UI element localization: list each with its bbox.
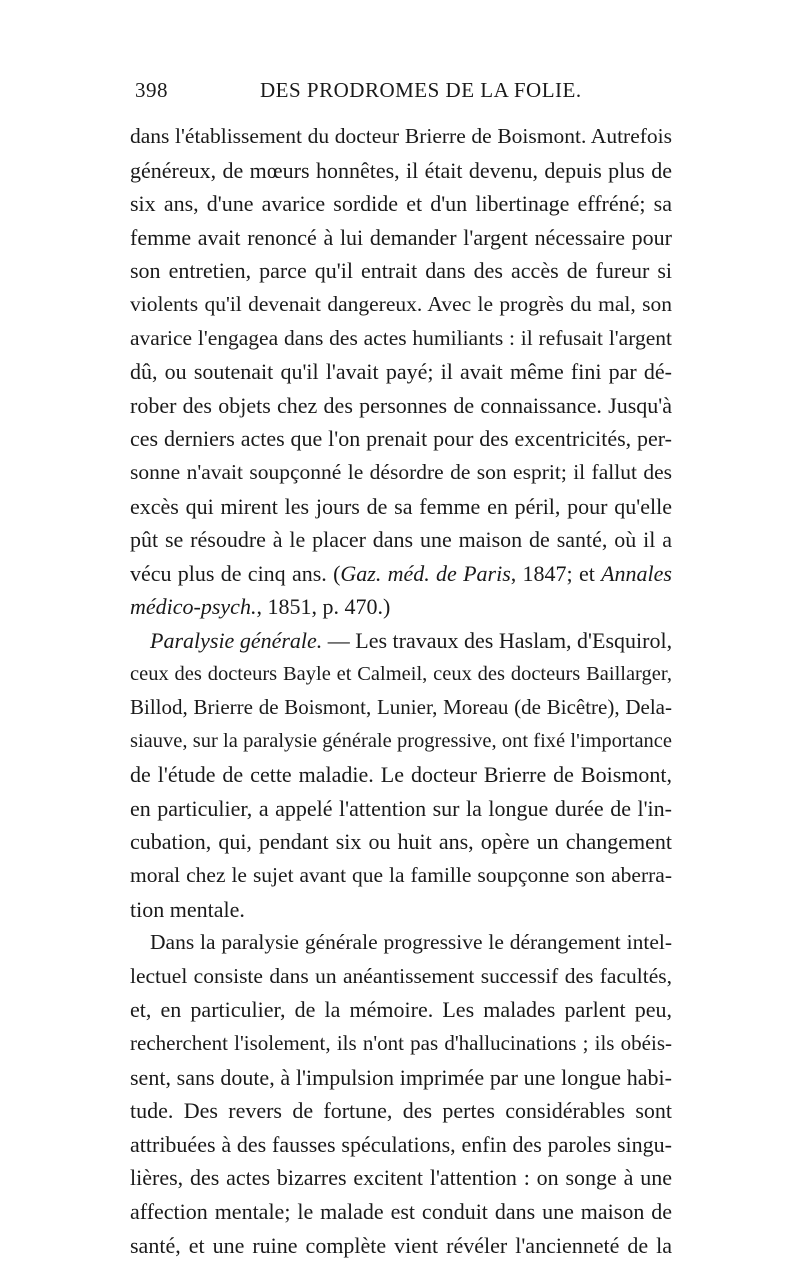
- journal-title: médico-psych.: [130, 594, 257, 620]
- text-line: excès qui mirent les jours de sa femme en péril, pour qu'elle: [130, 493, 672, 519]
- citation-text: , 1851, p. 470.): [256, 594, 391, 620]
- text-line: généreux, de mœurs honnêtes, il était devenu, depuis plus de: [130, 157, 672, 183]
- text-line: rober des objets chez des personnes de connaissance. Jusqu'à: [130, 392, 672, 418]
- section-first-line: [130, 624, 672, 658]
- text-line: siauve, sur la paralysie générale progressive, ont fixé l'importance: [130, 729, 672, 752]
- text-line: lières, des actes bizarres excitent l'attention : on songe à une: [130, 1165, 672, 1191]
- citation-text: , 1847; et: [510, 560, 602, 586]
- running-title: DES PRODROMES DE LA FOLIE.: [260, 78, 582, 102]
- text-line: cubation, qui, pendant six ou huit ans, opère un changement: [130, 829, 672, 855]
- text-line: en particulier, a appelé l'attention sur la longue durée de l'in-: [130, 795, 672, 821]
- text-line: avarice l'engagea dans des actes humiliants : il refusait l'argent: [130, 325, 672, 350]
- text-line: dû, ou soutenait qu'il l'avait payé; il avait même fini par dé-: [130, 359, 672, 385]
- text-line: de l'étude de cette maladie. Le docteur Brierre de Boismont,: [130, 762, 672, 788]
- text-line: sent, sans doute, à l'impulsion imprimée par une longue habi-: [130, 1064, 672, 1090]
- text-line: santé, et une ruine complète vient révéler l'ancienneté de la: [130, 1232, 672, 1258]
- text-line: et, en particulier, de la mémoire. Les malades parlent peu,: [130, 997, 672, 1023]
- text-line: attribuées à des fausses spéculations, enfin des paroles singu-: [130, 1131, 672, 1157]
- text-line: dans l'établissement du docteur Brierre de Boismont. Autrefois: [130, 124, 672, 148]
- text-line: Dans la paralysie générale progressive le dérangement intel-: [150, 930, 672, 955]
- text-line: tude. Des revers de fortune, des pertes considérables sont: [130, 1098, 672, 1124]
- text-line: moral chez le sujet avant que la famille soupçonne son aberra-: [130, 863, 672, 888]
- text-line: six ans, d'une avarice sordide et d'un libertinage effréné; sa: [130, 191, 672, 217]
- citation-line: [130, 557, 672, 591]
- journal-title: Annales: [601, 560, 672, 586]
- citation-text: vécu plus de cinq ans. (: [130, 560, 341, 586]
- text-line: Billod, Brierre de Boismont, Lunier, Moreau (de Bicêtre), Dela-: [130, 695, 672, 720]
- text-line: son entretien, parce qu'il entrait dans des accès de fureur si: [130, 258, 672, 284]
- running-head: [135, 78, 670, 114]
- text-line: lectuel consiste dans un anéantissement successif des facultés,: [130, 963, 672, 988]
- text-line: affection mentale; le malade est conduit dans une maison de: [130, 1199, 672, 1224]
- text-line: femme avait renoncé à lui demander l'argent nécessaire pour: [130, 224, 672, 250]
- text-line: violents qu'il devenait dangereux. Avec le progrès du mal, son: [130, 291, 672, 316]
- text-line: pût se résoudre à le placer dans une maison de santé, où il a: [130, 527, 672, 553]
- text-line: ces derniers actes que l'on prenait pour des excentricités, per-: [130, 426, 672, 452]
- text-line: sonne n'avait soupçonné le désordre de son esprit; il fallut des: [130, 459, 672, 484]
- text-line: tion mentale.: [130, 896, 245, 922]
- section-heading: Paralysie générale.: [150, 627, 323, 653]
- text-span: — Les travaux des Haslam, d'Esquirol,: [322, 627, 672, 653]
- text-line: recherchent l'isolement, ils n'ont pas d'hallucinations ; ils obéis-: [130, 1031, 672, 1056]
- journal-title: Gaz. méd. de Paris: [340, 560, 511, 586]
- text-line: ceux des docteurs Bayle et Calmeil, ceux des docteurs Baillarger,: [130, 662, 672, 685]
- page-number: 398: [135, 78, 168, 102]
- body-text: [130, 120, 672, 1262]
- citation-line: [130, 590, 672, 624]
